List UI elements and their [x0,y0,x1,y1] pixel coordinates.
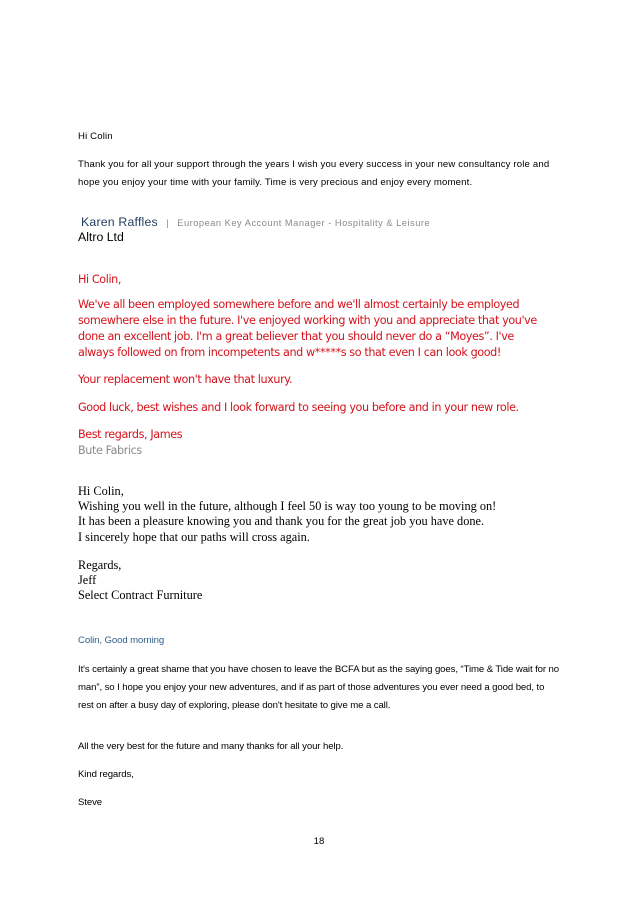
signature-karen [78,213,568,231]
message-colin-thanks [78,128,568,146]
signoff: Regards, [78,558,122,572]
message-body: Thank you for all your support through the years I wish you every success in your new consultancy role and hope you enjoy your time with your family. Time is very precious and enjoy every moment. [78,159,550,188]
page-number: 18 [313,836,325,847]
signature-company: Altro Ltd [78,230,124,244]
message-line: I sincerely hope that our paths will cross again. [78,530,310,544]
signoff: Kind regards, [78,769,134,780]
sender-company: Bute Fabrics [78,444,142,457]
message-line: It has been a pleasure knowing you and thank you for the great job you have done. [78,514,485,528]
sender-company: Select Contract Furniture [78,588,203,602]
message-paragraph: Good luck, best wishes and I look forward to seeing you before and in your new role. [78,401,519,414]
signature-title: European Key Account Manager - Hospitality & Leisure [177,218,431,228]
message-paragraph: Your replacement won't have that luxury. [78,373,293,386]
message-paragraph: All the very best for the future and many thanks for all your help. [78,741,344,752]
greeting: Hi Colin, [78,273,121,286]
greeting: Colin, Good morning [78,635,165,646]
signoff: Best regards, James [78,428,183,441]
signature-name: Karen Raffles [81,215,158,229]
greeting: Hi Colin [78,131,113,142]
signature-separator: | [166,218,169,229]
message-line: Wishing you well in the future, although I feel 50 is way too young to be moving on! [78,499,497,513]
message-paragraph: We've all been employed somewhere before and we'll almost certainly be employed somewhere else in the future. I've enjoyed working with you and appreciate that you've done an excellent job. I'm a great believer that you should never do a “Moyes”. I've always followed on from incompetents and w*****s so that even I can look good! [78,298,537,359]
sender-name: Jeff [78,573,97,587]
sender-name: Steve [78,797,103,808]
message-paragraph: It's certainly a great shame that you have chosen to leave the BCFA but as the saying goes, “Time & Tide wait for no man”, so I hope you enjoy your new adventures, and if as part of those adventures you ever need a good bed, to rest on after a busy day of exploring, please don't hesitate to give me a call. [78,664,560,711]
greeting: Hi Colin, [78,484,124,498]
